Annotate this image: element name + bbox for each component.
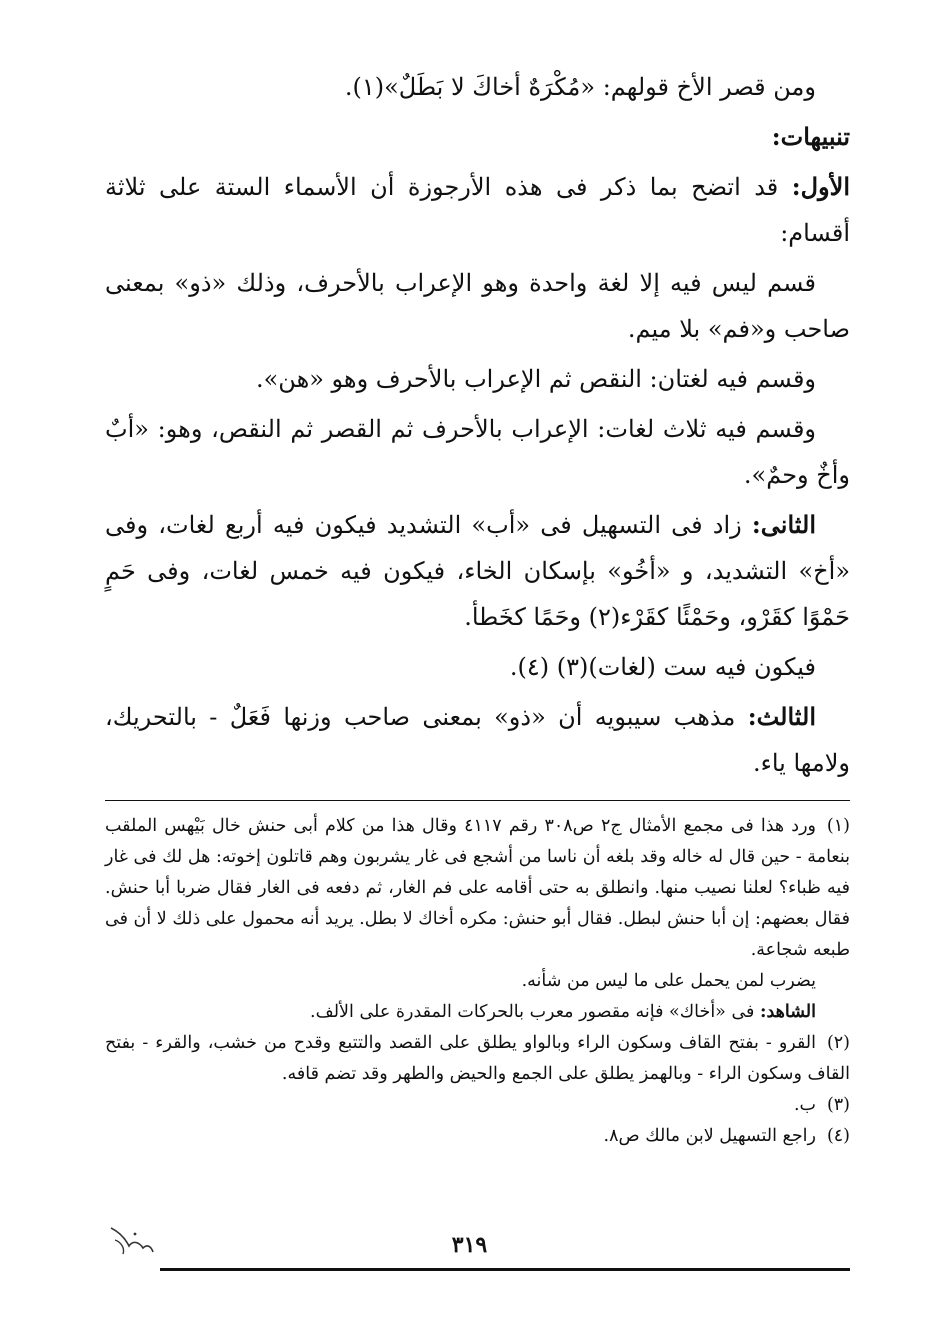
third-note-text: مذهب سيبويه أن «ذو» بمعنى صاحب وزنها فَعَلٌ - بالتحريك، ولامها ياء. bbox=[105, 703, 850, 777]
paragraph-three-dialects: وقسم فيه ثلاث لغات: الإعراب بالأحرف ثم القصر ثم النقص، وهو: «أبٌ وأخٌ وحمٌ». bbox=[105, 415, 850, 489]
paragraph-qasr-al-akh: ومن قصر الأخ قولهم: «مُكْرَهٌ أخاكَ لا بَطَلٌ»(١). bbox=[344, 73, 816, 101]
footnote-2 bbox=[105, 1028, 850, 1090]
footnote-divider bbox=[105, 800, 850, 801]
paragraph-third-note bbox=[105, 694, 850, 786]
footnote-1-witness-text: فى «أخاك» فإنه مقصور معرب بالحركات المقدرة على الألف. bbox=[310, 1002, 760, 1022]
footnote-4-number: (٤) bbox=[826, 1126, 850, 1146]
footnote-4 bbox=[105, 1121, 850, 1152]
footnote-1-witness-lead: الشاهد: bbox=[759, 1002, 816, 1022]
page-number: ٣١٩ bbox=[451, 1232, 488, 1258]
bottom-rule bbox=[160, 1268, 850, 1271]
footnote-1-number: (١) bbox=[826, 816, 850, 836]
second-note-text: زاد فى التسهيل فى «أب» التشديد فيكون فيه أربع لغات، وفى «أخ» التشديد، و «أخُو» بإسكان الخاء، فيكون فيه خمس لغات، وفى حَمٍ حَمْوًا كقَرْو، وحَمْئًا كقَرْء(٢) وحَمًا كخَطأ. bbox=[105, 511, 850, 631]
first-note-lead: الأول: bbox=[791, 172, 850, 201]
footnote-1-text: ورد هذا فى مجمع الأمثال ج٢ ص٣٠٨ رقم ٤١١٧ وقال هذا من كلام أبى حنش خال بَيْهس الملقب بنعامة - حين قال له خاله وقد بلغه أن ناسا من أشجع فى غار يشربون وهم قاتلون إخوته: هل لك فى غار فيه ظباء؟ لعلنا نصيب منها. وانطلق به حتى أقامه على فم الغار، ثم دفعه فى الغار فقال ضربا أبا حنش. فقال بعضهم: إن أبا حنش لبطل. فقال أبو حنش: مكره أخاك لا بطل. يريد أنه محمول على ذلك لا أن فى طبعه شجاعة. bbox=[105, 816, 850, 960]
third-note-lead: الثالث: bbox=[747, 702, 816, 731]
footnote-2-text: القرو - بفتح القاف وسكون الراء وبالواو يطلق على القصد والتتبع وقدح من خشب، والقرء - بفتح القاف وسكون الراء - وبالهمز يطلق على الجمع والحيض والطهر وقد تضم قافه. bbox=[105, 1033, 850, 1084]
footnote-1-proverb: يضرب لمن يحمل على ما ليس من شأنه. bbox=[521, 971, 816, 991]
paragraph-single-dialect: قسم ليس فيه إلا لغة واحدة وهو الإعراب بالأحرف، وذلك «ذو» بمعنى صاحب و«فم» بلا ميم. bbox=[105, 269, 850, 343]
heading-notes: تنبيهات: bbox=[771, 122, 850, 151]
footnote-2-number: (٢) bbox=[826, 1033, 850, 1053]
paragraph-two-dialects: وقسم فيه لغتان: النقص ثم الإعراب بالأحرف وهو «هن». bbox=[255, 365, 816, 393]
paragraph-second-note bbox=[105, 502, 850, 640]
second-note-lead: الثانى: bbox=[751, 510, 816, 539]
footnote-1 bbox=[105, 811, 850, 966]
first-note-text: قد اتضح بما ذكر فى هذه الأرجوزة أن الأسماء الستة على ثلاثة أقسام: bbox=[105, 173, 850, 247]
page-body bbox=[105, 64, 850, 1152]
footnote-1-witness bbox=[105, 997, 850, 1028]
footnote-4-text: راجع التسهيل لابن مالك ص٨. bbox=[603, 1126, 816, 1146]
footnote-3-text: ب. bbox=[793, 1095, 816, 1115]
paragraph-six-dialects: فيكون فيه ست (لغات)(٣) (٤). bbox=[509, 653, 816, 681]
footnote-3 bbox=[105, 1090, 850, 1121]
paragraph-first-note bbox=[105, 164, 850, 256]
footnote-3-number: (٣) bbox=[826, 1095, 850, 1115]
